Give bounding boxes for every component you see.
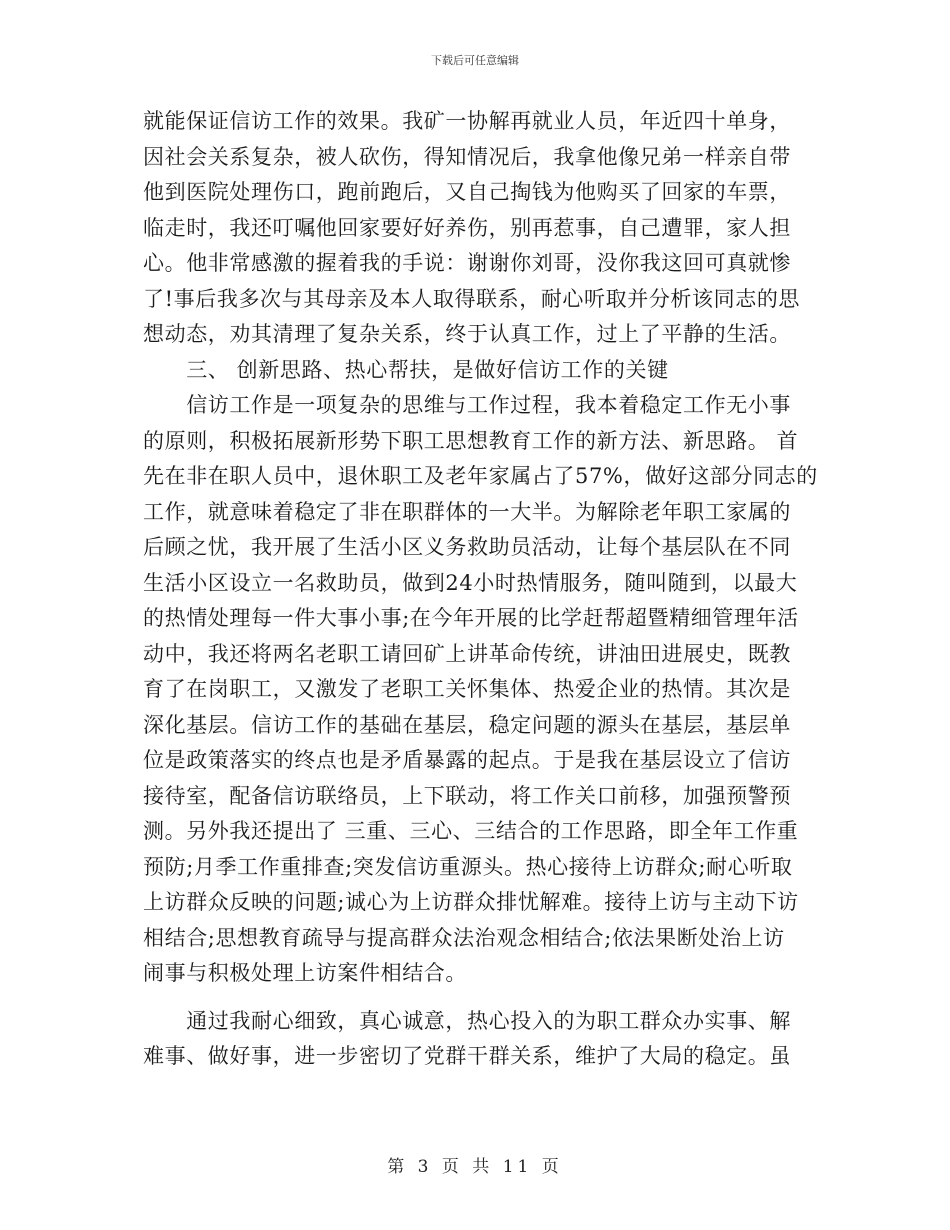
text-line: 的热情处理每一件大事小事;在今年开展的比学赶帮超暨精细管理年活 <box>143 606 799 630</box>
text-line: 育了在岗职工，又激发了老职工关怀集体、热爱企业的热情。其次是 <box>143 677 791 701</box>
text-line: 就能保证信访工作的效果。我矿一协解再就业人员，年近四十单身， <box>143 109 791 133</box>
text-line: 三、 创新思路、热心帮扶，是做好信访工作的关键 <box>143 357 669 382</box>
text-line: 想动态，劝其清理了复杂关系，终于认真工作，过上了平静的生活。 <box>143 322 791 346</box>
text-line: 先在非在职人员中，退休职工及老年家属占了57%，做好这部分同志的 <box>143 464 818 488</box>
text-line: 后顾之忧，我开展了生活小区义务救助员活动，让每个基层队在不同 <box>143 535 791 559</box>
page-footer: 第 3 页 共 11 页 <box>387 1157 563 1177</box>
document-body <box>143 104 818 1075</box>
text-line: 的原则，积极拓展新形势下职工思想教育工作的新方法、新思路。 首 <box>143 428 799 453</box>
page-header: 下载后可任意编辑 <box>431 54 519 67</box>
paragraph-block-2 <box>143 1004 807 1075</box>
text-line: 因社会关系复杂，被人砍伤，得知情况后，我拿他像兄弟一样亲自带 <box>143 144 791 169</box>
text-line: 信访工作是一项复杂的思维与工作过程，我本着稳定工作无小事 <box>143 393 791 417</box>
paragraph-block-1 <box>143 104 818 992</box>
text-line: 位是政策落实的终点也是矛盾暴露的起点。于是我在基层设立了信访 <box>143 748 791 772</box>
text-line: 测。另外我还提出了 三重、三心、三结合的工作思路，即全年工作重 <box>143 819 799 843</box>
text-line: 相结合;思想教育疏导与提高群众法治观念相结合;依法果断处治上访 <box>143 925 785 950</box>
text-line: 闹事与积极处理上访案件相结合。 <box>143 961 467 985</box>
text-line: 他到医院处理伤口，跑前跑后，又自己掏钱为他购买了回家的车票， <box>143 180 791 204</box>
text-line: 接待室，配备信访联络员，上下联动，将工作关口前移，加强预警预 <box>143 783 791 808</box>
text-line: 预防;月季工作重排查;突发信访重源头。热心接待上访群众;耐心听取 <box>143 854 793 879</box>
text-line: 通过我耐心细致，真心诚意，热心投入的为职工群众办实事、解 <box>143 1008 791 1033</box>
text-line: 深化基层。信访工作的基础在基层，稳定问题的源头在基层，基层单 <box>143 712 791 737</box>
text-line: 临走时，我还叮嘱他回家要好好养伤，别再惹事，自己遭罪，家人担 <box>143 215 791 240</box>
text-line: 工作，就意味着稳定了非在职群体的一大半。为解除老年职工家属的 <box>143 499 791 524</box>
text-line: 上访群众反映的问题;诚心为上访群众排忧解难。接待上访与主动下访 <box>143 890 799 914</box>
paragraph-gap <box>143 992 807 1004</box>
text-line: 难事、做好事，进一步密切了党群干群关系，维护了大局的稳定。虽 <box>143 1044 791 1068</box>
text-line: 生活小区设立一名救助员，做到24小时热情服务，随叫随到，以最大 <box>143 570 798 595</box>
text-line: 心。他非常感激的握着我的手说：谢谢你刘哥，没你我这回可真就惨 <box>143 251 791 275</box>
text-line: 了!事后我多次与其母亲及本人取得联系，耐心听取并分析该同志的思 <box>143 286 801 311</box>
text-line: 动中，我还将两名老职工请回矿上讲革命传统，讲油田进展史，既教 <box>143 641 791 666</box>
